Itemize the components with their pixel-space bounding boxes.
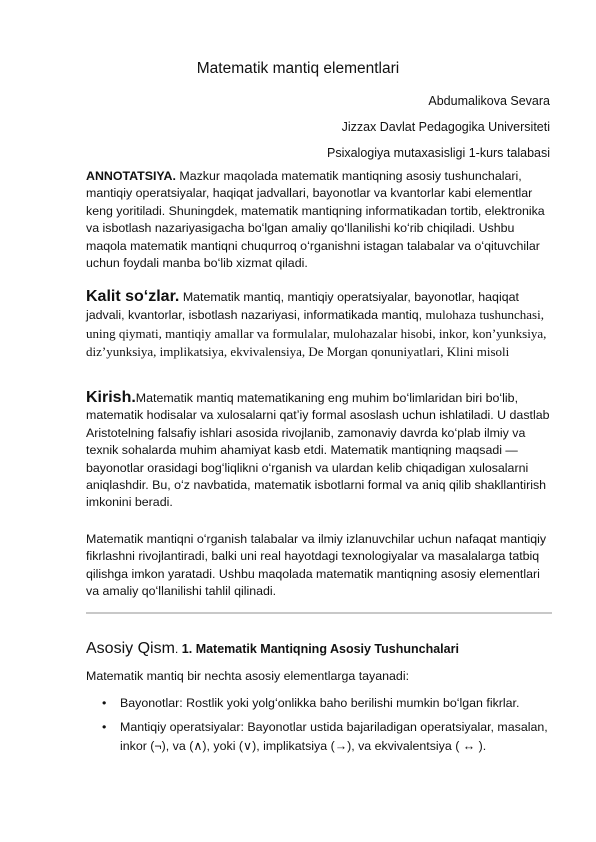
main-section-dot: . [174, 642, 182, 656]
intro-paragraph-2: Matematik mantiqni oʻrganish talabalar va ilmiy izlanuvchilar uchun nafaqat mantiqiy fikrlashni rivojlantiradi, balki uni real hayotdagi texnologiyalar va masalalarga tatbiq qilishga imkon yaratadi. Ushbu maqolada matematik mantiqning asosiy elementlari va amaliy qoʻllanilishi tahlil qilinadi. [86, 532, 547, 599]
main-lead-paragraph: Matematik mantiq bir nechta asosiy elementlarga tayanadi: [86, 669, 410, 683]
university-name: Jizzax Davlat Pedagogika Universiteti [341, 120, 550, 134]
annotation-paragraph [86, 168, 552, 272]
list-item: • Mantiqiy operatsiyalar: Bayonotlar ustida bajariladigan operatsiyalar, masalan, inkor (¬), va (∧), yoki (∨), implikatsiya (→), va ekvivalentsiya ( ↔ ). [102, 718, 552, 756]
main-section-subheading: 1. Matematik Mantiqning Asosiy Tushunchalari [181, 642, 459, 656]
list-item: • Bayonotlar: Rostlik yoki yolgʻonlikka baho berilishi mumkin boʻlgan fikrlar. [102, 694, 552, 713]
document-title: Matematik mantiq elementlari [196, 60, 400, 77]
keywords-text: Matematik mantiq, mantiqiy operatsiyalar, bayonotlar, haqiqat jadvali, kvantorlar, isbotlash nazariyasi, informatikada mantiq, [86, 290, 519, 323]
concept-list [102, 694, 552, 761]
author-name: Abdumalikova Sevara [428, 94, 550, 108]
section-divider [86, 612, 552, 614]
keywords-paragraph [86, 288, 552, 362]
intro-text: Matematik mantiq matematikaning eng muhim boʻlimlaridan biri boʻlib, matematik hodisalar va xulosalarni qatʼiy formal asoslash uchun ishlatiladi. U dastlab Aristotelning falsafiy ishlari asosida rivojlanib, zamonaviy davrda koʻplab ilmiy va texnik sohalarda muhim ahamiyat kasb etdi. Matematik mantiqning maqsadi — bayonotlar orasidagi bogʻliqlikni oʻrganish va ulardan kelib chiqadigan xulosalarni aniqlashdir. Bu, oʻz navbatida, matematik isbotlarni formal va aniq qilib shakllantirish imkonini beradi. [86, 391, 550, 510]
intro-label: Kirish. [86, 389, 136, 406]
main-section-label: Asosiy Qism [86, 640, 175, 657]
keywords-label: Kalit soʻzlar. [86, 288, 180, 305]
intro-paragraph [86, 389, 552, 512]
annotation-label: ANNOTATSIYA. [86, 169, 176, 183]
annotation-text: Mazkur maqolada matematik mantiqning asosiy tushunchalari, mantiqiy operatsiyalar, haqiqat jadvallari, bayonotlar va kvantorlar kabi elementlar keng yoritiladi. Shuningdek, matematik mantiqning informatikadan tortib, elektronika va isbotlash nazariyasigacha boʻlgan amaliy qoʻllanilishi koʻrib chiqiladi. Ushbu maqola matematik mantiqni chuqurroq oʻrganishni istagan talabalar va oʻqituvchilar uchun foydali manba boʻlib xizmat qiladi. [86, 169, 545, 271]
author-role: Psixalogiya mutaxasisligi 1-kurs talabasi [326, 146, 550, 160]
keywords-text-serif: mulohaza tushunchasi, uning qiymati, mantiqiy amallar va formulalar, mulohazalar hisobi, inkor, kon’yunksiya, diz’yunksiya, implikatsiya, ekvivalensiya, De Morgan qonuniyatlari, Klini misoli [86, 307, 547, 360]
main-section-heading [86, 640, 552, 658]
